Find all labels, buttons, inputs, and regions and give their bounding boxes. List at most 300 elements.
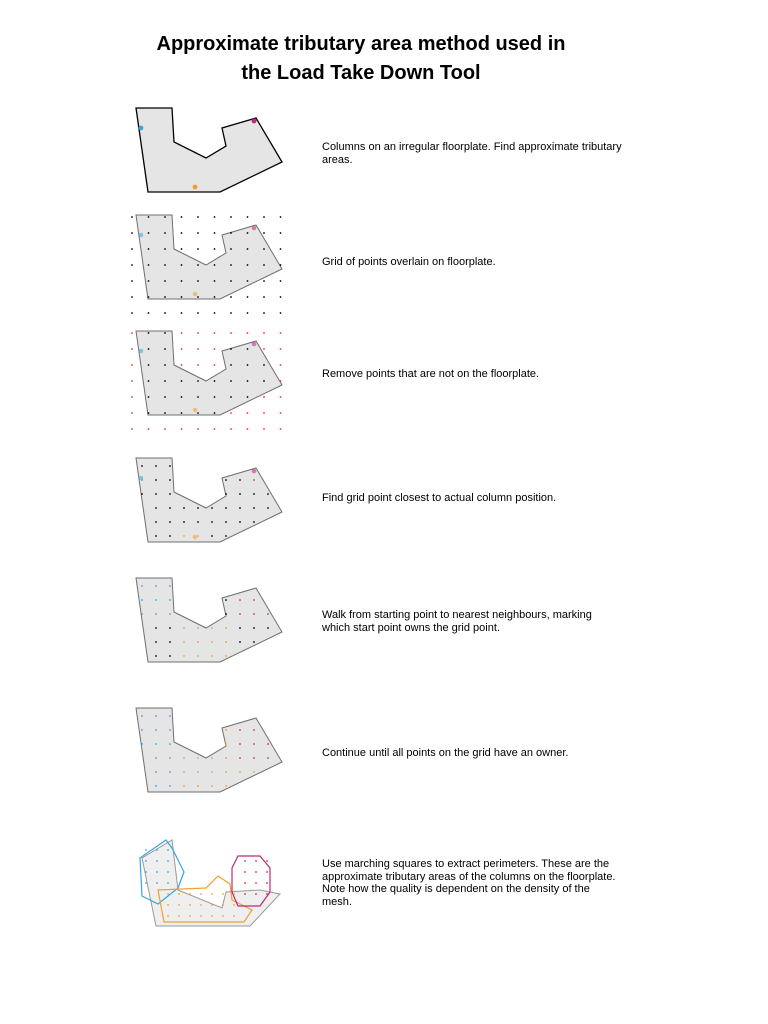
grid-point [183,627,185,629]
grid-point [183,771,185,773]
grid-point [155,627,157,629]
grid-point [164,216,166,218]
grid-point [197,655,199,657]
grid-point [267,493,269,495]
grid-point [141,613,143,615]
grid-point [263,232,265,234]
removed-grid-point [247,412,249,414]
region-point [200,893,202,895]
grid-point [239,627,241,629]
region-point [156,882,158,884]
step-2-figure [120,207,320,322]
grid-point [155,613,157,615]
removed-grid-point [230,428,232,430]
grid-point [164,264,166,266]
grid-point [225,655,227,657]
removed-grid-point [214,348,216,350]
removed-grid-point [131,380,133,382]
grid-point [181,216,183,218]
grid-point [214,312,216,314]
grid-point [239,599,241,601]
grid-point [214,296,216,298]
column-marker-1 [139,476,144,481]
kept-grid-point [148,412,150,414]
grid-point [169,465,171,467]
region-point [156,849,158,851]
region-point [167,882,169,884]
grid-point [239,757,241,759]
grid-point [155,757,157,759]
grid-point [141,493,143,495]
grid-point [225,641,227,643]
grid-point [239,613,241,615]
floorplate-outline [136,578,282,662]
region-point [178,904,180,906]
grid-point [267,613,269,615]
grid-point [141,743,143,745]
grid-point [211,535,213,537]
grid-point [225,785,227,787]
removed-grid-point [197,364,199,366]
region-point [222,915,224,917]
grid-point [169,521,171,523]
grid-point [181,312,183,314]
page-title-line-1: Approximate tributary area method used in [156,33,566,55]
region-point [255,882,257,884]
region-point [244,893,246,895]
region-point [266,871,268,873]
kept-grid-point [181,396,183,398]
removed-grid-point [197,332,199,334]
step-4-caption: Find grid point closest to actual column position. [322,492,557,504]
grid-point [169,479,171,481]
grid-point [211,785,213,787]
grid-point [197,535,199,537]
grid-point [253,599,255,601]
kept-grid-point [148,380,150,382]
kept-grid-point [230,380,232,382]
grid-point [197,507,199,509]
grid-point [155,655,157,657]
grid-point [131,280,133,282]
grid-point [197,627,199,629]
grid-point [239,521,241,523]
grid-point [197,641,199,643]
column-marker-2 [252,226,257,231]
grid-point [253,493,255,495]
region-point [266,882,268,884]
grid-point [214,264,216,266]
grid-point [164,296,166,298]
step-2-caption: Grid of points overlain on floorplate. [322,256,496,268]
removed-grid-point [197,428,199,430]
grid-point [169,785,171,787]
grid-point [253,641,255,643]
removed-grid-point [131,428,133,430]
column-marker-1 [139,126,144,131]
grid-point [239,479,241,481]
removed-grid-point [131,364,133,366]
grid-point [230,296,232,298]
region-point [255,871,257,873]
grid-point [211,757,213,759]
grid-point [181,296,183,298]
grid-point [239,493,241,495]
floorplate-outline [136,331,282,415]
region-point [167,849,169,851]
grid-point [148,232,150,234]
kept-grid-point [247,380,249,382]
removed-grid-point [181,364,183,366]
grid-point [131,296,133,298]
grid-point [211,507,213,509]
grid-point [230,280,232,282]
kept-grid-point [247,364,249,366]
kept-grid-point [197,396,199,398]
column-marker-1 [139,233,144,238]
region-point [145,849,147,851]
grid-point [230,232,232,234]
grid-point [225,599,227,601]
grid-point [148,312,150,314]
removed-grid-point [280,428,282,430]
grid-point [155,785,157,787]
grid-point [169,655,171,657]
kept-grid-point [247,396,249,398]
removed-grid-point [247,428,249,430]
kept-grid-point [164,332,166,334]
grid-point [169,729,171,731]
grid-point [131,264,133,266]
grid-point [211,521,213,523]
grid-point [267,743,269,745]
grid-point [225,771,227,773]
grid-point [280,216,282,218]
region-point [266,893,268,895]
grid-point [230,264,232,266]
grid-point [164,232,166,234]
region-point [244,882,246,884]
grid-point [214,248,216,250]
region-point [222,904,224,906]
grid-point [225,627,227,629]
kept-grid-point [164,348,166,350]
grid-point [169,627,171,629]
grid-point [247,264,249,266]
grid-point [225,507,227,509]
removed-grid-point [181,348,183,350]
removed-grid-point [280,412,282,414]
kept-grid-point [164,396,166,398]
grid-point [183,655,185,657]
grid-point [211,771,213,773]
grid-point [148,248,150,250]
removed-grid-point [214,364,216,366]
grid-point [280,248,282,250]
region-point [145,882,147,884]
grid-point [155,535,157,537]
region-point [145,860,147,862]
region-point [200,904,202,906]
grid-point [141,465,143,467]
grid-point [267,627,269,629]
step-6-caption: Continue until all points on the grid have an owner. [322,747,569,759]
grid-point [197,757,199,759]
kept-grid-point [230,348,232,350]
grid-point [247,216,249,218]
grid-point [280,312,282,314]
grid-point [214,232,216,234]
removed-grid-point [280,332,282,334]
grid-point [197,280,199,282]
grid-point [169,493,171,495]
grid-point [239,743,241,745]
grid-point [280,296,282,298]
grid-point [225,535,227,537]
grid-point [155,507,157,509]
grid-point [148,264,150,266]
grid-point [141,729,143,731]
region-point [266,860,268,862]
removed-grid-point [131,396,133,398]
kept-grid-point [263,364,265,366]
grid-point [247,232,249,234]
step-5-figure [120,570,320,670]
grid-point [183,785,185,787]
grid-point [155,641,157,643]
grid-point [164,312,166,314]
grid-point [155,465,157,467]
grid-point [155,771,157,773]
grid-point [169,757,171,759]
grid-point [183,757,185,759]
removed-grid-point [263,396,265,398]
column-marker-2 [252,469,257,474]
grid-point [169,599,171,601]
removed-grid-point [263,412,265,414]
grid-point [225,493,227,495]
kept-grid-point [230,396,232,398]
column-marker-2 [252,119,257,124]
kept-grid-point [181,412,183,414]
column-marker-3 [193,292,198,297]
grid-point [263,280,265,282]
grid-point [214,216,216,218]
grid-point [197,216,199,218]
grid-point [169,771,171,773]
step-6-figure [120,700,320,800]
removed-grid-point [280,364,282,366]
grid-point [267,757,269,759]
grid-point [183,535,185,537]
grid-point [155,479,157,481]
step-1-caption: Columns on an irregular floorplate. Find approximate tributary areas. [322,141,622,166]
region-point [233,893,235,895]
grid-point [183,521,185,523]
grid-point [230,248,232,250]
grid-point [253,507,255,509]
grid-point [239,507,241,509]
step-5-caption: Walk from starting point to nearest neighbours, marking which start point owns the grid point. [322,609,592,634]
grid-point [197,785,199,787]
grid-point [225,613,227,615]
step-3-figure [120,323,320,438]
grid-point [239,729,241,731]
grid-point [263,312,265,314]
kept-grid-point [164,380,166,382]
region-point [167,893,169,895]
grid-point [197,521,199,523]
region-point [211,904,213,906]
grid-point [197,248,199,250]
grid-point [267,507,269,509]
region-point [189,904,191,906]
column-marker-3 [193,185,198,190]
grid-point [164,280,166,282]
region-point [167,860,169,862]
grid-point [197,296,199,298]
region-point [145,871,147,873]
region-point [156,871,158,873]
grid-point [181,248,183,250]
region-point [189,893,191,895]
grid-point [225,479,227,481]
grid-point [247,248,249,250]
kept-grid-point [181,380,183,382]
region-point [244,871,246,873]
removed-grid-point [247,332,249,334]
step-7-figure [120,830,320,930]
removed-grid-point [131,412,133,414]
step-7-caption: Use marching squares to extract perimeters. These are the approximate tributary areas of the columns on the floorplate. Note how the quality is dependent on the density of the mesh. [322,858,616,908]
grid-point [164,248,166,250]
grid-point [155,521,157,523]
grid-point [183,507,185,509]
region-point [178,915,180,917]
removed-grid-point [280,348,282,350]
grid-point [239,641,241,643]
grid-point [169,585,171,587]
grid-point [148,296,150,298]
grid-point [197,312,199,314]
grid-point [148,216,150,218]
region-point [233,915,235,917]
region-point [211,915,213,917]
grid-point [253,757,255,759]
kept-grid-point [164,412,166,414]
grid-point [214,280,216,282]
removed-grid-point [263,332,265,334]
region-point [167,915,169,917]
region-point [156,860,158,862]
grid-point [169,507,171,509]
kept-grid-point [214,412,216,414]
grid-point [131,248,133,250]
grid-point [230,216,232,218]
kept-grid-point [148,332,150,334]
kept-grid-point [214,380,216,382]
grid-point [148,280,150,282]
grid-point [253,743,255,745]
column-marker-3 [193,408,198,413]
removed-grid-point [131,348,133,350]
kept-grid-point [263,380,265,382]
region-point [211,893,213,895]
removed-grid-point [164,428,166,430]
kept-grid-point [214,396,216,398]
region-point [255,893,257,895]
grid-point [141,585,143,587]
kept-grid-point [148,364,150,366]
grid-point [280,280,282,282]
grid-point [239,771,241,773]
region-point [189,915,191,917]
removed-grid-point [214,428,216,430]
grid-point [263,216,265,218]
region-point [233,904,235,906]
kept-grid-point [148,396,150,398]
grid-point [225,729,227,731]
removed-grid-point [197,348,199,350]
grid-point [169,715,171,717]
grid-point [183,641,185,643]
grid-point [253,771,255,773]
grid-point [197,232,199,234]
grid-point [247,312,249,314]
removed-grid-point [263,428,265,430]
grid-point [253,479,255,481]
grid-point [280,232,282,234]
grid-point [253,613,255,615]
page-title-line-2: the Load Take Down Tool [241,62,481,84]
removed-grid-point [230,332,232,334]
region-point [167,904,169,906]
region-point [200,915,202,917]
kept-grid-point [197,412,199,414]
grid-point [155,729,157,731]
column-marker-2 [252,342,257,347]
grid-point [247,296,249,298]
grid-point [169,641,171,643]
grid-point [155,493,157,495]
grid-point [155,743,157,745]
grid-point [211,655,213,657]
region-point [167,871,169,873]
grid-point [181,232,183,234]
floorplate-outline [136,215,282,299]
grid-point [181,264,183,266]
grid-point [181,280,183,282]
removed-grid-point [148,428,150,430]
grid-point [253,521,255,523]
grid-point [197,771,199,773]
kept-grid-point [230,364,232,366]
grid-point [253,729,255,731]
grid-point [225,521,227,523]
grid-point [253,627,255,629]
step-3-caption: Remove points that are not on the floorplate. [322,368,540,380]
page-title [0,30,722,88]
region-point [222,893,224,895]
grid-point [225,743,227,745]
grid-point [131,312,133,314]
grid-point [155,599,157,601]
region-point [255,860,257,862]
kept-grid-point [148,348,150,350]
floorplate-outline [136,108,282,192]
region-point [178,893,180,895]
grid-point [169,613,171,615]
